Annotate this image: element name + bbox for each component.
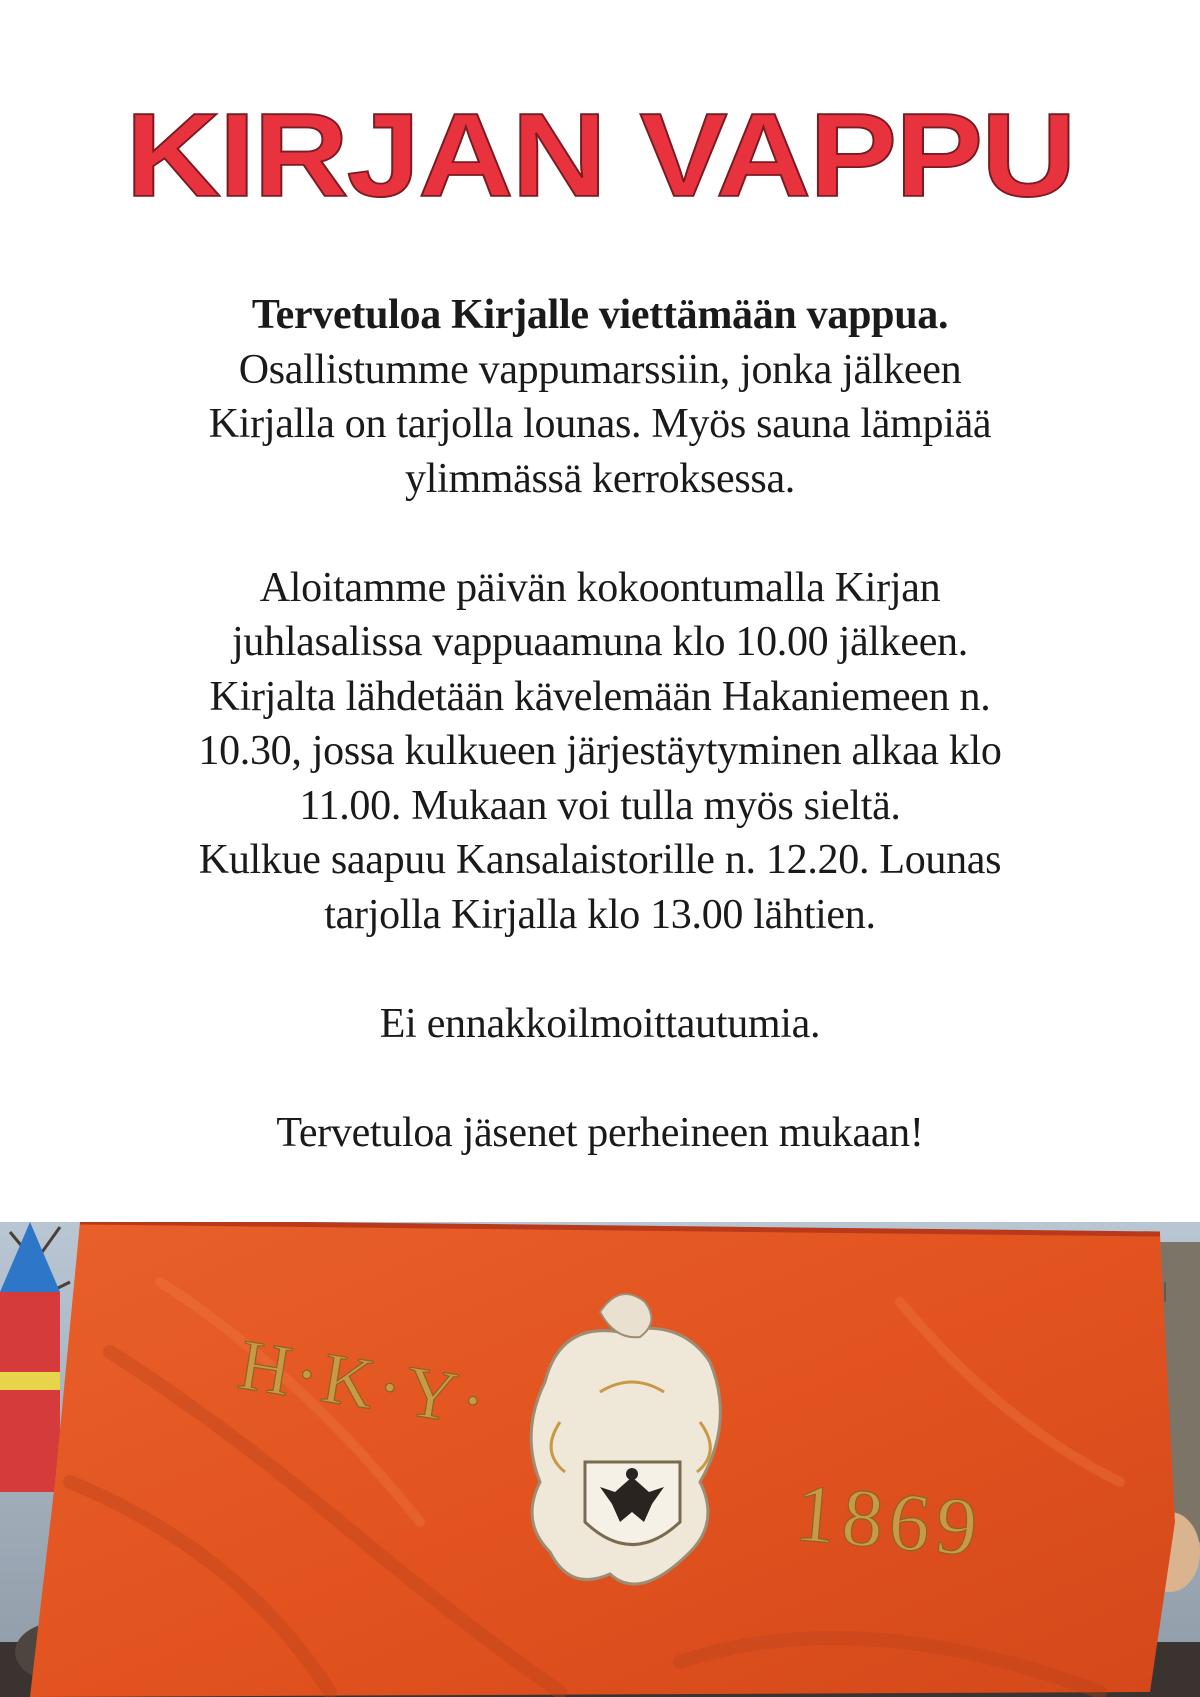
intro-heading: Tervetuloa Kirjalle viettämään vappua. (251, 292, 949, 338)
intro-line: Osallistumme vappumarssiin, jonka jälkeen (238, 346, 962, 393)
schedule-line: tarjolla Kirjalla klo 13.00 lähtien. (324, 891, 876, 938)
flag-year: 1869 (791, 1466, 987, 1574)
schedule-line: 11.00. Mukaan voi tulla myös sieltä. (299, 782, 901, 829)
spacer (0, 942, 1200, 997)
spacer (0, 1051, 1200, 1106)
intro-line: Kirjalla on tarjolla lounas. Myös sauna lämpiää (208, 401, 992, 447)
spacer (0, 506, 1200, 561)
schedule-line: 10.30, jossa kulkueen järjestäytyminen alkaa klo (198, 728, 1002, 774)
intro-line: ylimmässä kerroksessa. (405, 455, 795, 502)
inflatable-tower-red (0, 1292, 60, 1492)
poster-body (0, 288, 1200, 1160)
schedule-line: juhlasalissa vappuaamuna klo 10.00 jälkeen. (232, 619, 968, 665)
registration-note: Ei ennakkoilmoittautumia. (379, 1000, 821, 1047)
schedule-line: Aloitamme päivän kokoontumalla Kirjan (259, 564, 941, 611)
schedule-line: Kulkue saapuu Kansalaistorille n. 12.20. Lounas (198, 837, 1002, 883)
welcome-note: Tervetuloa jäsenet perheineen mukaan! (276, 1109, 924, 1156)
flag-monogram: H·K·Y· (233, 1324, 495, 1443)
poster-title: KIRJAN VAPPU (125, 88, 1075, 222)
schedule-line: Kirjalta lähdetään kävelemään Hakaniemeen n. (209, 673, 991, 720)
banner-photo (0, 1222, 1200, 1697)
